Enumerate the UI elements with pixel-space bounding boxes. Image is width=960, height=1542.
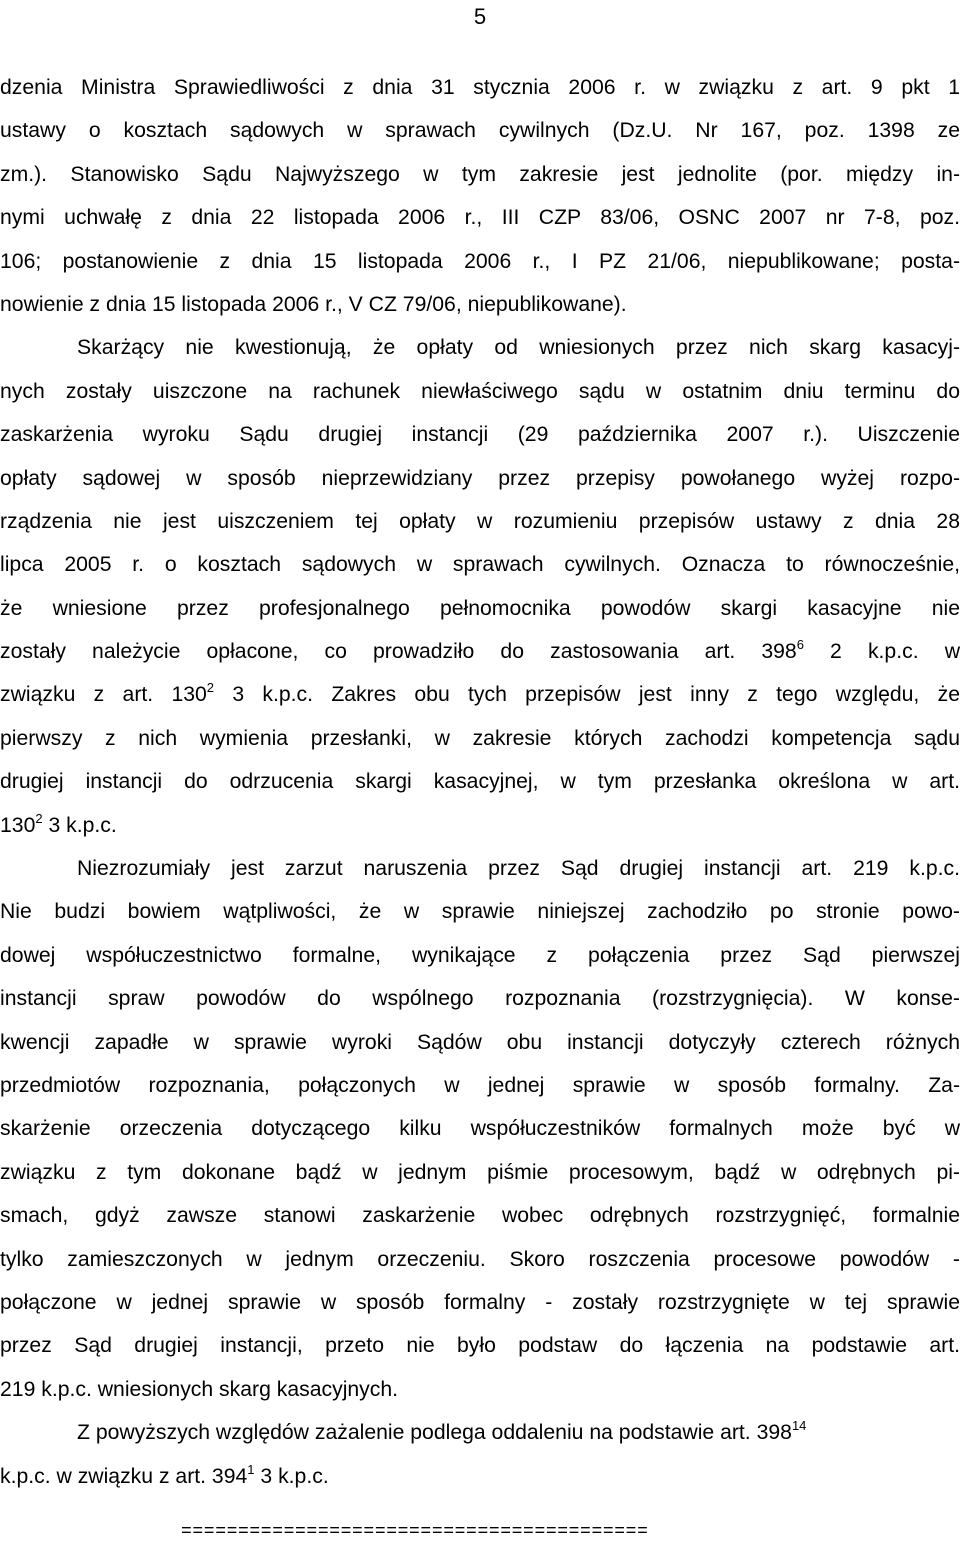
- text-line: 106; postanowienie z dnia 15 listopada 2006 r., I PZ 21/06, niepublikowane; posta-: [0, 249, 960, 273]
- superscript: 6: [796, 637, 804, 653]
- paragraph-2: [0, 326, 960, 847]
- text-line: zaskarżenia wyroku Sądu drugiej instancji (29 października 2007 r.). Uiszczenie: [0, 423, 960, 447]
- text-line: [0, 1411, 960, 1454]
- paragraph-3: [0, 847, 960, 1411]
- text-line: [0, 673, 960, 716]
- superscript: 2: [35, 810, 43, 826]
- text-line: pierwszy z nich wymienia przesłanki, w zakresie których zachodzi kompetencja sądu: [0, 726, 960, 750]
- text-line: Skarżący nie kwestionują, że opłaty od wniesionych przez nich skarg kasacyj-: [77, 336, 960, 360]
- text-line: 219 k.p.c. wniesionych skarg kasacyjnych.: [0, 1377, 399, 1401]
- text-line: smach, gdyż zawsze stanowi zaskarżenie wobec odrębnych rozstrzygnięć, formalnie: [0, 1204, 960, 1228]
- text-line: drugiej instancji do odrzucenia skargi kasacyjnej, w tym przesłanka określona w art.: [0, 770, 960, 794]
- text-line: [0, 1455, 960, 1498]
- superscript: 2: [206, 680, 215, 696]
- text-line: rządzenia nie jest uiszczeniem tej opłaty w rozumieniu przepisów ustawy z dnia 28: [0, 509, 960, 533]
- text-line: instancji spraw powodów do wspólnego rozpoznania (rozstrzygnięcia). W konse-: [0, 987, 960, 1011]
- text-line: dzenia Ministra Sprawiedliwości z dnia 31 stycznia 2006 r. w związku z art. 9 pkt 1: [0, 76, 960, 99]
- text-line: związku z tym dokonane bądź w jednym piśmie procesowym, bądź w odrębnych pi-: [0, 1160, 960, 1184]
- text-run: związku z art. 130: [0, 683, 207, 707]
- text-line: nych zostały uiszczone na rachunek niewłaściwego sądu w ostatnim dniu terminu do: [0, 379, 960, 403]
- text-run: 3 k.p.c.: [254, 1464, 329, 1488]
- text-line: Niezrozumiały jest zarzut naruszenia przez Sąd drugiej instancji art. 219 k.p.c.: [77, 857, 960, 881]
- text-line: ustawy o kosztach sądowych w sprawach cywilnych (Dz.U. Nr 167, poz. 1398 ze: [0, 119, 960, 143]
- superscript: 1: [247, 1461, 255, 1477]
- text-line: nymi uchwałę z dnia 22 listopada 2006 r., III CZP 83/06, OSNC 2007 nr 7-8, poz.: [0, 206, 960, 230]
- end-separator: =========================================: [181, 1522, 649, 1542]
- text-run: 3 k.p.c.: [42, 813, 117, 837]
- text-line: [0, 630, 960, 673]
- paragraph-4: [0, 1411, 960, 1498]
- text-run: k.p.c. w związku z art. 394: [0, 1464, 248, 1488]
- text-line: skarżenie orzeczenia dotyczącego kilku współuczestników formalnych może być w: [0, 1117, 960, 1141]
- text-line: że wniesione przez profesjonalnego pełnomocnika powodów skargi kasacyjne nie: [0, 596, 960, 620]
- superscript: 14: [791, 1418, 807, 1434]
- text-run: 3 k.p.c. Zakres obu tych przepisów jest inny z tego względu, że: [214, 683, 960, 707]
- text-line: kwencji zapadłe w sprawie wyroki Sądów obu instancji dotyczyły czterech różnych: [0, 1030, 960, 1054]
- text-run: 130: [0, 813, 36, 837]
- page-number: 5: [473, 4, 487, 29]
- text-line: nowienie z dnia 15 listopada 2006 r., V CZ 79/06, niepublikowane).: [0, 292, 627, 316]
- text-line: tylko zamieszczonych w jednym orzeczeniu. Skoro roszczenia procesowe powodów -: [0, 1247, 960, 1271]
- text-run: 2 k.p.c. w: [803, 640, 960, 664]
- text-line: [0, 804, 960, 847]
- text-line: lipca 2005 r. o kosztach sądowych w sprawach cywilnych. Oznacza to równocześnie,: [0, 553, 960, 577]
- text-line: zm.). Stanowisko Sądu Najwyższego w tym zakresie jest jednolite (por. między in-: [0, 162, 960, 186]
- text-run: Z powyższych względów zażalenie podlega oddaleniu na podstawie art. 398: [77, 1421, 792, 1445]
- text-line: przedmiotów rozpoznania, połączonych w jednej sprawie w sposób formalny. Za-: [0, 1073, 960, 1097]
- text-line: opłaty sądowej w sposób nieprzewidziany przez przepisy powołanego wyżej rozpo-: [0, 466, 960, 490]
- document-body: [0, 66, 960, 1498]
- text-line: przez Sąd drugiej instancji, przeto nie było podstaw do łączenia na podstawie art.: [0, 1334, 960, 1358]
- text-line: połączone w jednej sprawie w sposób formalny - zostały rozstrzygnięte w tej sprawie: [0, 1290, 960, 1314]
- text-line: Nie budzi bowiem wątpliwości, że w sprawie niniejszej zachodziło po stronie powo-: [0, 900, 960, 924]
- paragraph-1: [0, 66, 960, 326]
- text-run: zostały należycie opłacone, co prowadziło do zastosowania art. 398: [0, 640, 797, 664]
- text-line: dowej współuczestnictwo formalne, wynikające z połączenia przez Sąd pierwszej: [0, 943, 960, 967]
